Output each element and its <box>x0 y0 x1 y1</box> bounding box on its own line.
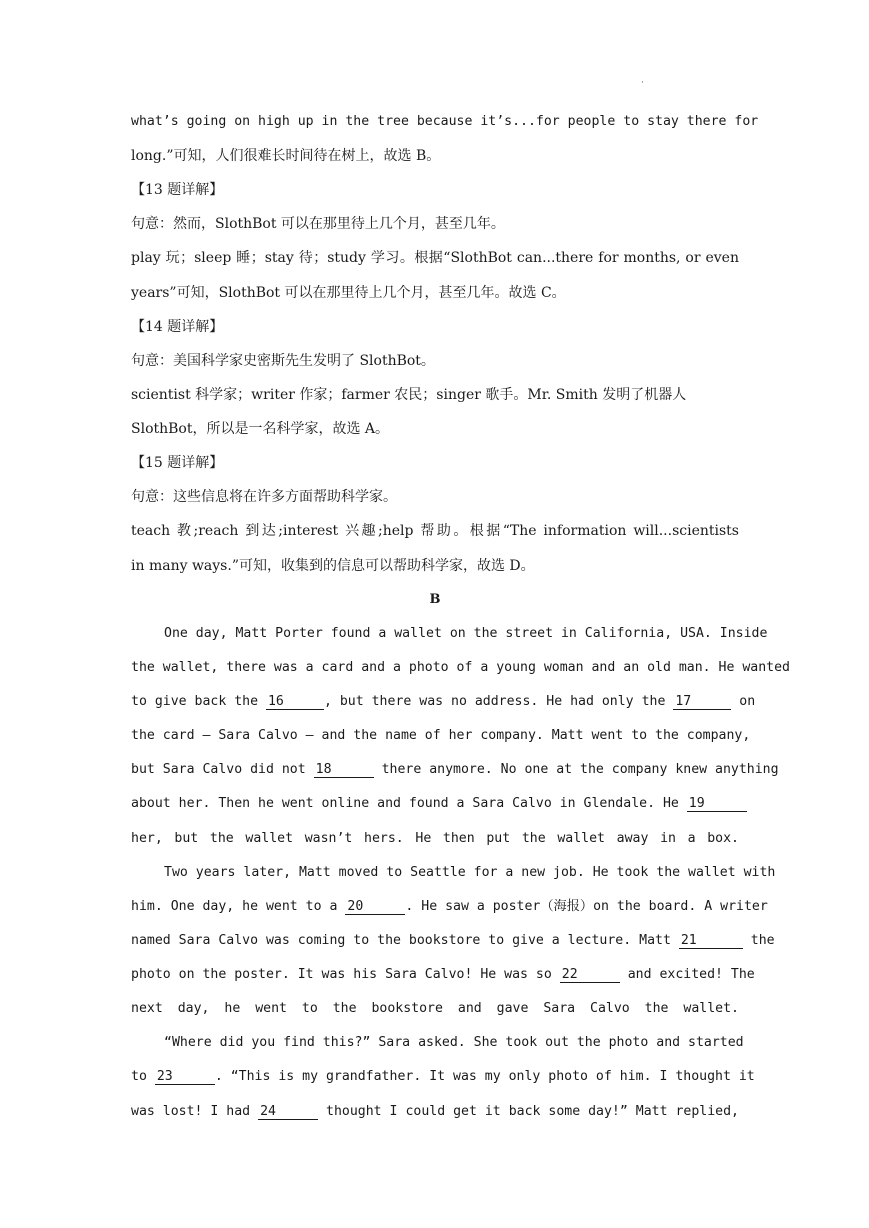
explanation-line: what’s going on high up in the tree because it’s...for people to stay there for <box>131 114 759 129</box>
passage-line: to 23 . “This is my grandfather. It was my only photo of him. I thought it <box>131 1069 755 1084</box>
passage-line: the card — Sara Calvo — and the name of her company. Matt went to the company, <box>131 728 751 743</box>
passage-line: to give back the 16 , but there was no address. He had only the 17 on <box>131 694 756 709</box>
blank-21: 21 <box>679 934 743 949</box>
blank-17: 17 <box>673 695 731 710</box>
explanation-line: 句意：然而，SlothBot 可以在那里待上几个月，甚至几年。 <box>131 216 505 232</box>
passage-line: Two years later, Matt moved to Seattle for a new job. He took the wallet with <box>164 865 776 880</box>
blank-24: 24 <box>258 1105 318 1120</box>
explanation-line: 句意：美国科学家史密斯先生发明了 SlothBot。 <box>131 353 435 369</box>
passage-line: about her. Then he went online and found a Sara Calvo in Glendale. He 19 <box>131 795 739 813</box>
blank-19: 19 <box>687 797 747 812</box>
question-14-heading: 【14 题详解】 <box>131 319 224 335</box>
blank-18: 18 <box>314 763 374 778</box>
passage-line: photo on the poster. It was his Sara Calvo! He was so 22 and excited! The <box>131 967 755 982</box>
explanation-line: teach 教;reach 到达;interest 兴趣;help 帮助。根据“The information will...scientists <box>131 523 739 539</box>
passage-line: named Sara Calvo was coming to the bookstore to give a lecture. Matt 21 the <box>131 933 775 948</box>
explanation-line: 句意：这些信息将在许多方面帮助科学家。 <box>131 489 397 505</box>
passage-line: but Sara Calvo did not 18 there anymore. No one at the company knew anything <box>131 762 779 777</box>
passage-line: “Where did you find this?” Sara asked. She took out the photo and started <box>164 1035 744 1050</box>
passage-line: One day, Matt Porter found a wallet on the street in California, USA. Inside <box>164 626 768 641</box>
explanation-line: long.”可知，人们很难长时间待在树上，故选 B。 <box>131 148 441 164</box>
header-mark: · <box>641 78 644 88</box>
blank-23: 23 <box>155 1070 215 1085</box>
passage-line: her, but the wallet wasn’t hers. He then put the wallet away in a box. <box>131 831 739 846</box>
blank-22: 22 <box>560 968 620 983</box>
question-15-heading: 【15 题详解】 <box>131 455 224 471</box>
explanation-line: SlothBot，所以是一名科学家，故选 A。 <box>131 421 390 437</box>
explanation-line: scientist 科学家；writer 作家；farmer 农民；singer 歌手。Mr. Smith 发明了机器人 <box>131 387 687 403</box>
passage-line: the wallet, there was a card and a photo of a young woman and an old man. He wanted <box>131 660 790 675</box>
explanation-line: play 玩；sleep 睡；stay 待；study 学习。根据“SlothBot can...there for months, or even <box>131 250 739 266</box>
blank-20: 20 <box>345 900 405 915</box>
passage-line: him. One day, he went to a 20 . He saw a poster（海报）on the board. A writer <box>131 899 768 914</box>
question-13-heading: 【13 题详解】 <box>131 182 224 198</box>
explanation-line: years”可知，SlothBot 可以在那里待上几个月，甚至几年。故选 C。 <box>131 285 566 301</box>
explanation-line: in many ways.”可知，收集到的信息可以帮助科学家，故选 D。 <box>131 558 535 574</box>
passage-line: was lost! I had 24 thought I could get it back some day!” Matt replied, <box>131 1104 739 1119</box>
blank-16: 16 <box>266 695 324 710</box>
passage-line: next day, he went to the bookstore and gave Sara Calvo the wallet. <box>131 1001 739 1016</box>
section-label: B <box>429 592 441 607</box>
